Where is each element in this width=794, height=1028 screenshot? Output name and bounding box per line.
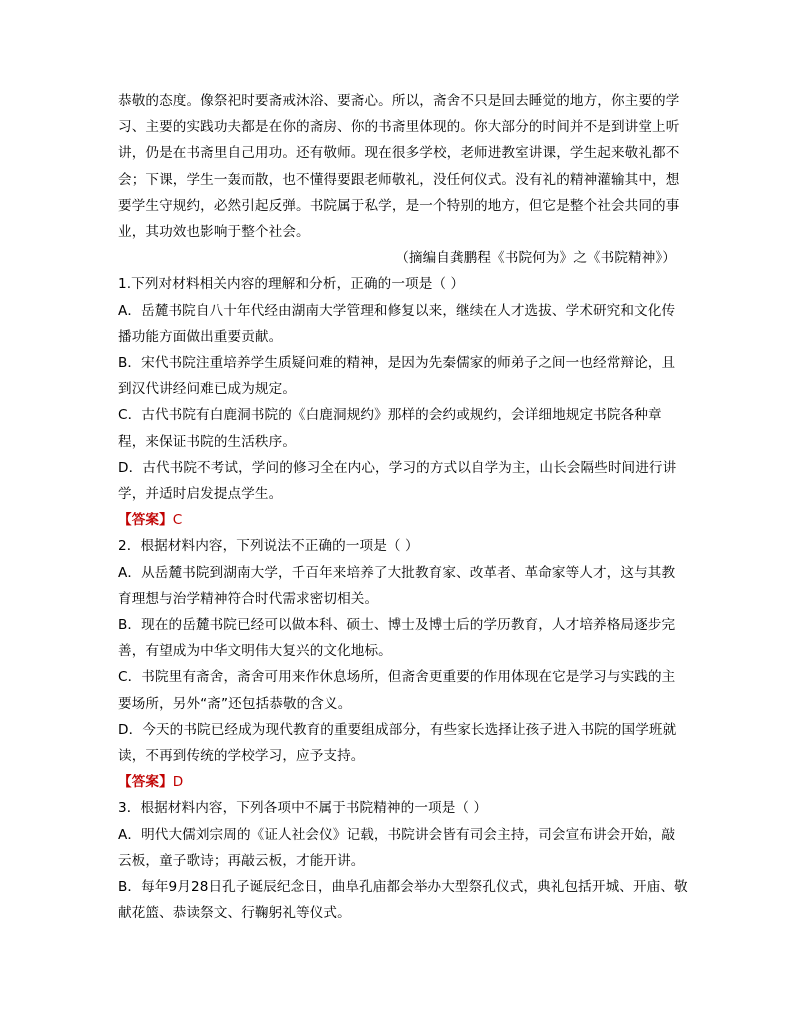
option-d-line: D．今天的书院已经成为现代教育的重要组成部分，有些家长选择让孩子进入书院的国学班就 bbox=[118, 721, 677, 738]
option-b-line: 献花篮、恭读祭文、行鞠躬礼等仪式。 bbox=[118, 905, 351, 922]
option-b-line: B．现在的岳麓书院已经可以做本科、硕士、博士及博士后的学历教育，人才培养格局逐步完 bbox=[118, 617, 676, 634]
answer-line bbox=[118, 769, 678, 795]
option-d-line: 读，不再到传统的学校学习，应予支持。 bbox=[118, 748, 365, 765]
option-b-line: B．每年9月28日孔子诞辰纪念日，曲阜孔庙都会举办大型祭孔仪式，典礼包括开城、开庙、敬 bbox=[118, 879, 688, 896]
passage-line: 恭敬的态度。像祭祀时要斋戒沐浴、要斋心。所以，斋舍不只是回去睡觉的地方，你主要的学 bbox=[118, 93, 680, 109]
passage-line: 习、主要的实践功夫都是在你的斋房、你的书斋里体现的。你大部分的时间并不是到讲堂上听 bbox=[118, 119, 680, 136]
passage-line: 业，其功效也影响于整个社会。 bbox=[118, 224, 310, 241]
question-2 bbox=[118, 533, 678, 795]
option-c-line: C．古代书院有白鹿洞书院的《白鹿洞规约》那样的会约或规约，会详细地规定书院各种章 bbox=[118, 407, 662, 424]
option-c-line: 要场所，另外“斋”还包括恭敬的含义。 bbox=[118, 695, 352, 712]
question-3 bbox=[118, 795, 688, 926]
document-content bbox=[118, 88, 688, 927]
question-1 bbox=[118, 271, 678, 533]
option-d-line: D．古代书院不考试，学问的修习全在内心，学习的方式以自学为主，山长会隔些时间进行讲 bbox=[118, 459, 677, 476]
passage-line: 会；下课，学生一轰而散，也不懂得要跟老师敬礼，没任何仪式。没有礼的精神灌输其中，想 bbox=[118, 171, 680, 188]
option-a-line: A．从岳麓书院到湖南大学，千百年来培养了大批教育家、改革者、革命家等人才，这与其教 bbox=[118, 564, 676, 581]
option-b-line: B．宋代书院注重培养学生质疑问难的精神，是因为先秦儒家的师弟子之间一也经常辩论，且 bbox=[118, 355, 676, 372]
passage-line: 讲，仍是在书斋里自己用功。还有敬师。现在很多学校，老师进教室讲课，学生起来敬礼都不 bbox=[118, 145, 680, 162]
source-citation: （摘编自龚鹏程《书院何为》之《书院精神》） bbox=[395, 250, 676, 267]
answer-value: C bbox=[172, 512, 183, 529]
answer-label: 【答案】 bbox=[118, 774, 173, 791]
option-a-line: A．明代大儒刘宗周的《证人社会仪》记载，书院讲会皆有司会主持，司会宣布讲会开始，敲 bbox=[118, 826, 676, 843]
option-d-line: 学，并适时启发提点学生。 bbox=[118, 486, 283, 503]
passage-line: 要学生守规约，必然引起反弹。书院属于私学，是一个特别的地方，但它是整个社会共同的事 bbox=[118, 197, 680, 214]
passage bbox=[118, 88, 678, 245]
option-a-line: 云板，童子歌诗；再敲云板，才能开讲。 bbox=[118, 852, 365, 869]
answer-label: 【答案】 bbox=[118, 512, 173, 529]
option-c-line: 程，来保证书院的生活秩序。 bbox=[118, 433, 297, 450]
option-c-line: C．书院里有斋舍，斋舍可用来作休息场所，但斋舍更重要的作用体现在它是学习与实践的主 bbox=[118, 669, 676, 686]
answer-value: D bbox=[172, 774, 184, 791]
option-a-line: A．岳麓书院自八十年代经由湖南大学管理和修复以来，继续在人才选拔、学术研究和文化传 bbox=[118, 302, 676, 319]
option-b-line: 善，有望成为中华文明伟大复兴的文化地标。 bbox=[118, 643, 392, 660]
answer-line bbox=[118, 507, 678, 533]
option-b-line: 到汉代讲经问难已成为规定。 bbox=[118, 381, 297, 398]
question-stem: 2．根据材料内容，下列说法不正确的一项是（ ） bbox=[118, 538, 419, 555]
question-stem: 1.下列对材料相关内容的理解和分析，正确的一项是（ ） bbox=[118, 276, 465, 293]
option-a-line: 播功能方面做出重要贡献。 bbox=[118, 328, 283, 345]
question-stem: 3．根据材料内容，下列各项中不属于书院精神的一项是（ ） bbox=[118, 800, 488, 817]
option-a-line: 育理想与治学精神符合时代需求密切相关。 bbox=[118, 590, 379, 607]
